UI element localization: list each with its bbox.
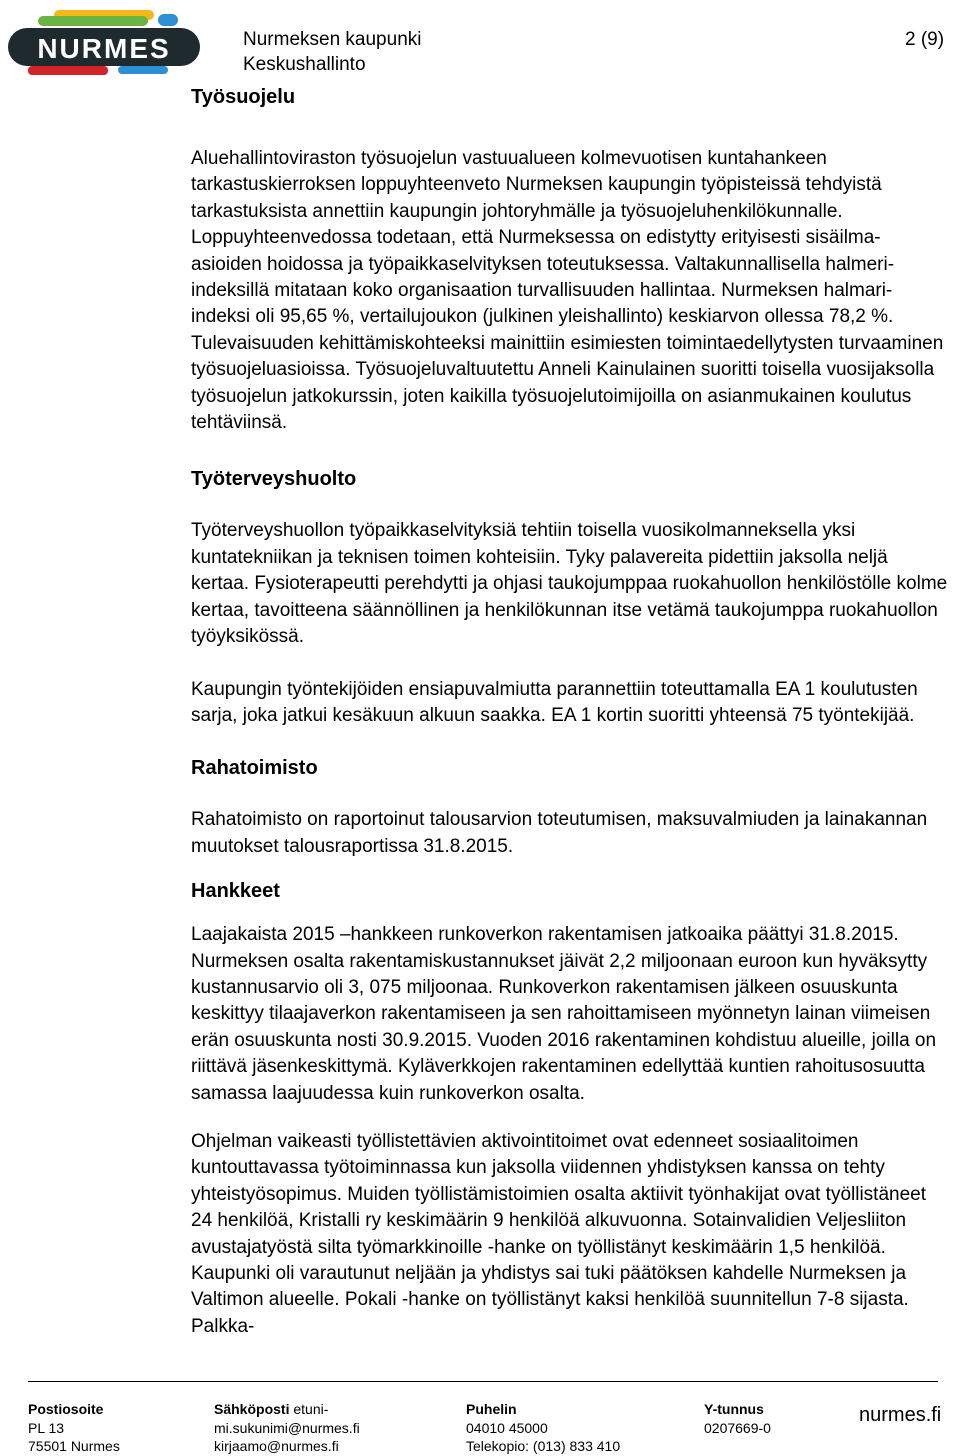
paragraph-tyoterveyshuolto-2: Kaupungin työntekijöiden ensiapuvalmiutta parannettiin toteuttamalla EA 1 koulutusten sarja, joka jatkui kesäkuun alkuun saakka. EA 1 kortin suoritti yhteensä 75 työntekijää. (191, 678, 918, 726)
footer-postiosoite-line2: 75501 Nurmes (28, 1438, 120, 1454)
footer-email-label: Sähköposti (214, 1401, 290, 1417)
paragraph-tyoterveyshuolto-1: Työterveyshuollon työpaikkaselvityksiä tehtiin toisella vuosikolmanneksella yksi kuntatekniikan ja teknisen toimen kohteisiin. Tyky palavereita pidettiin jaksolla neljä kertaa. Fysioterapeutti perehdytti ja ohjasi taukojumppaa ruokahuollon henkilöstölle kolme kertaa, tavoitteena säännöllinen ja henkilökunnan itse vetämä taukojumppa ruokahuollon työyksikössä. (191, 520, 948, 648)
footer-ytunnus-line1: 0207669-0 (704, 1419, 771, 1436)
document-body (191, 84, 951, 1340)
footer-postiosoite (28, 1400, 120, 1456)
footer-postiosoite-label: Postiosoite (28, 1401, 104, 1417)
footer-postiosoite-line1: PL 13 (28, 1419, 65, 1436)
paragraph-tyosuojelu: Aluehallintoviraston työsuojelun vastuualueen kolmevuotisen kuntahankeen tarkastuskierroksen loppuyhteenveto Nurmeksen kaupungin työpisteissä tehdyistä tarkastuksista annettiin kaupungin johtoryhmälle ja työsuojeluhenkilökunnalle. Loppuyhteenvedossa todetaan, että Nurmeksessa on edistytty erityisesti sisäilma-asioiden hoidossa ja työpaikkaselvityksen toteutuksessa. Valtakunnallisella halmeri-indeksillä mitataan koko organisaation turvallisuuden hallintaa. Nurmeksen halmari-indeksi oli 95,65 %, vertailujoukon (julkinen yleishallinto) keskiarvon ollessa 78,2 %. Tulevaisuuden kehittämiskohteeksi mainittiin esimiesten toimintaedellytysten turvaaminen työsuojeluasioissa. Työsuojeluvaltuutettu Anneli Kainulainen suoritti toisella vuosijaksolla työsuojelun jatkokurssin, joten kaikilla työsuojelutoimijoilla on asianmukainen koulutus tehtäviinsä. (191, 148, 944, 434)
header-org (243, 27, 421, 77)
org-name: Nurmeksen kaupunki (243, 29, 422, 50)
heading-tyoterveyshuolto: Työterveyshuolto (191, 468, 357, 491)
heading-hankkeet: Hankkeet (191, 880, 280, 903)
footer-ytunnus-label: Y-tunnus (704, 1401, 764, 1417)
org-dept: Keskushallinto (243, 54, 366, 75)
page-number: 2 (9) (905, 29, 945, 50)
paragraph-hankkeet-1: Laajakaista 2015 –hankkeen runkoverkon rakentamisen jatkoaika päättyi 31.8.2015. Nurmeksen osalta rakentamiskustannukset jäivät 2,2 miljoonaan euroon kun hyväksytty kustannusarvio oli 3, 075 miljoonaa. Runkoverkon rakentamisen jälkeen osuuskunta keskittyy tilaajaverkon rakentamiseen ja sen rahoittamiseen myönnetyn lainan viimeisen erän osuuskunta nosti 30.9.2015. Vuoden 2016 rakentaminen kohdistuu alueille, joilla on riittävä jäsenkeskittymä. Kyläverkkojen rakentaminen edellyttää kuntien rahoitusosuutta samassa laajuudessa kuin runkoverkon osalta. (191, 924, 937, 1104)
footer-phone (466, 1400, 620, 1456)
footer-phone-line1: 04010 45000 (466, 1419, 548, 1436)
footer-email-line1: mi.sukunimi@nurmes.fi (214, 1419, 360, 1436)
nurmes-logo (8, 8, 200, 80)
paragraph-rahatoimisto: Rahatoimisto on raportoinut talousarvion toteutumisen, maksuvalmiuden ja lainakannan muutokset talousraportissa 31.8.2015. (191, 809, 928, 857)
footer-phone-label: Puhelin (466, 1401, 517, 1417)
footer-email-line0: etuni- (293, 1401, 329, 1417)
page-footer (28, 1381, 942, 1454)
logo-wordmark: NURMES (37, 33, 171, 64)
footer-email-line2: kirjaamo@nurmes.fi (214, 1438, 339, 1454)
footer-website-link[interactable]: nurmes.fi (859, 1404, 942, 1426)
paragraph-hankkeet-2: Ohjelman vaikeasti työllistettävien aktivointitoimet ovat edenneet sosiaalitoimen kuntouttavassa työtoiminnassa kun jaksolla viidennen yhdistyksen kanssa on tehty yhteistyösopimus. Muiden työllistämistoimien osalta aktiivit työnhakijat ovat työllistäneet 24 henkilöä, Kristalli ry keskimäärin 9 henkilöä alkuvuonna. Sotainvalidien Veljesliiton avustajatyöstä silta työmarkkinoille -hanke on työllistänyt keskimäärin 1,5 henkilöä. Kaupunki oli varautunut neljään ja yhdistys sai tuki päätöksen kahdelle Nurmeksen ja Valtimon alueelle. Pokali -hanke on työllistänyt kaksi henkilöä suunnitellun 7-8 sijasta. Palkka- (191, 1130, 926, 1337)
footer-phone-line2: Telekopio: (013) 833 410 (466, 1438, 621, 1454)
footer-ytunnus (704, 1400, 771, 1437)
footer-email (214, 1400, 360, 1456)
heading-tyosuojelu: Työsuojelu (191, 86, 296, 108)
heading-rahatoimisto: Rahatoimisto (191, 757, 318, 780)
